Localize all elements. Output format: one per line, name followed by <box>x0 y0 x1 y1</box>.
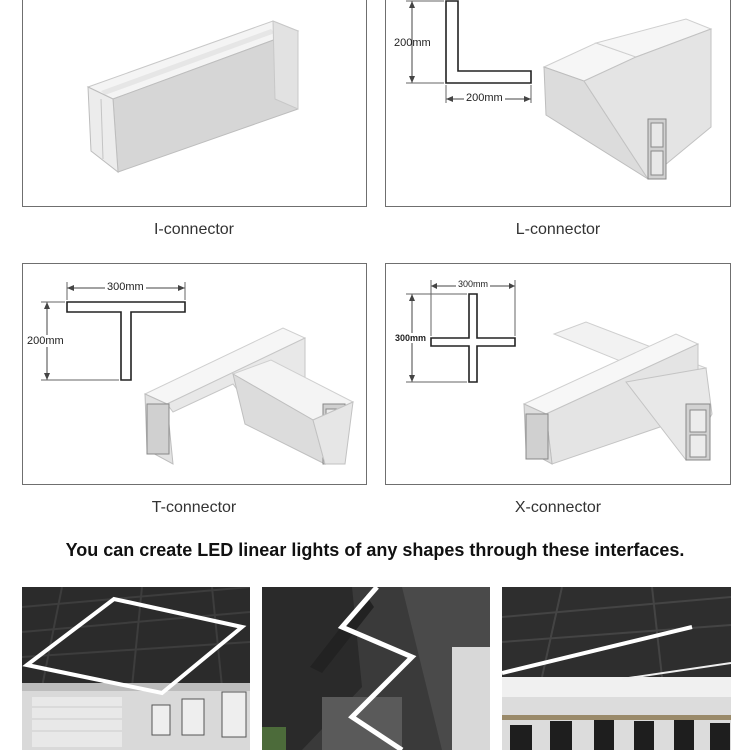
caption-x-connector: X-connector <box>514 499 602 516</box>
caption-t-connector: T-connector <box>151 499 237 516</box>
x-dim-horizontal: 300mm <box>458 279 489 289</box>
caption-i-connector: I-connector <box>153 221 235 238</box>
t-dim-vertical: 200mm <box>27 335 64 347</box>
square-light-ceiling-icon <box>22 587 250 750</box>
photo-zigzag-light <box>262 587 490 750</box>
office-linear-light-icon <box>502 587 731 750</box>
i-connector-render <box>23 0 367 207</box>
zigzag-light-icon <box>262 587 490 750</box>
photo-office-light <box>502 587 731 750</box>
l-dim-horizontal: 200mm <box>466 92 503 104</box>
x-dim-vertical: 300mm <box>395 333 427 343</box>
photo-square-light <box>22 587 250 750</box>
t-connector-drawing <box>23 264 367 485</box>
panel-i-connector <box>22 0 367 207</box>
x-connector-drawing <box>386 264 731 485</box>
l-dim-vertical: 200mm <box>394 37 431 49</box>
panel-x-connector <box>385 263 731 485</box>
panel-t-connector <box>22 263 367 485</box>
l-connector-drawing <box>386 0 731 207</box>
panel-l-connector <box>385 0 731 207</box>
caption-l-connector: L-connector <box>515 221 601 238</box>
headline: You can create LED linear lights of any shapes through these interfaces. <box>65 540 685 560</box>
t-dim-horizontal: 300mm <box>107 281 144 293</box>
